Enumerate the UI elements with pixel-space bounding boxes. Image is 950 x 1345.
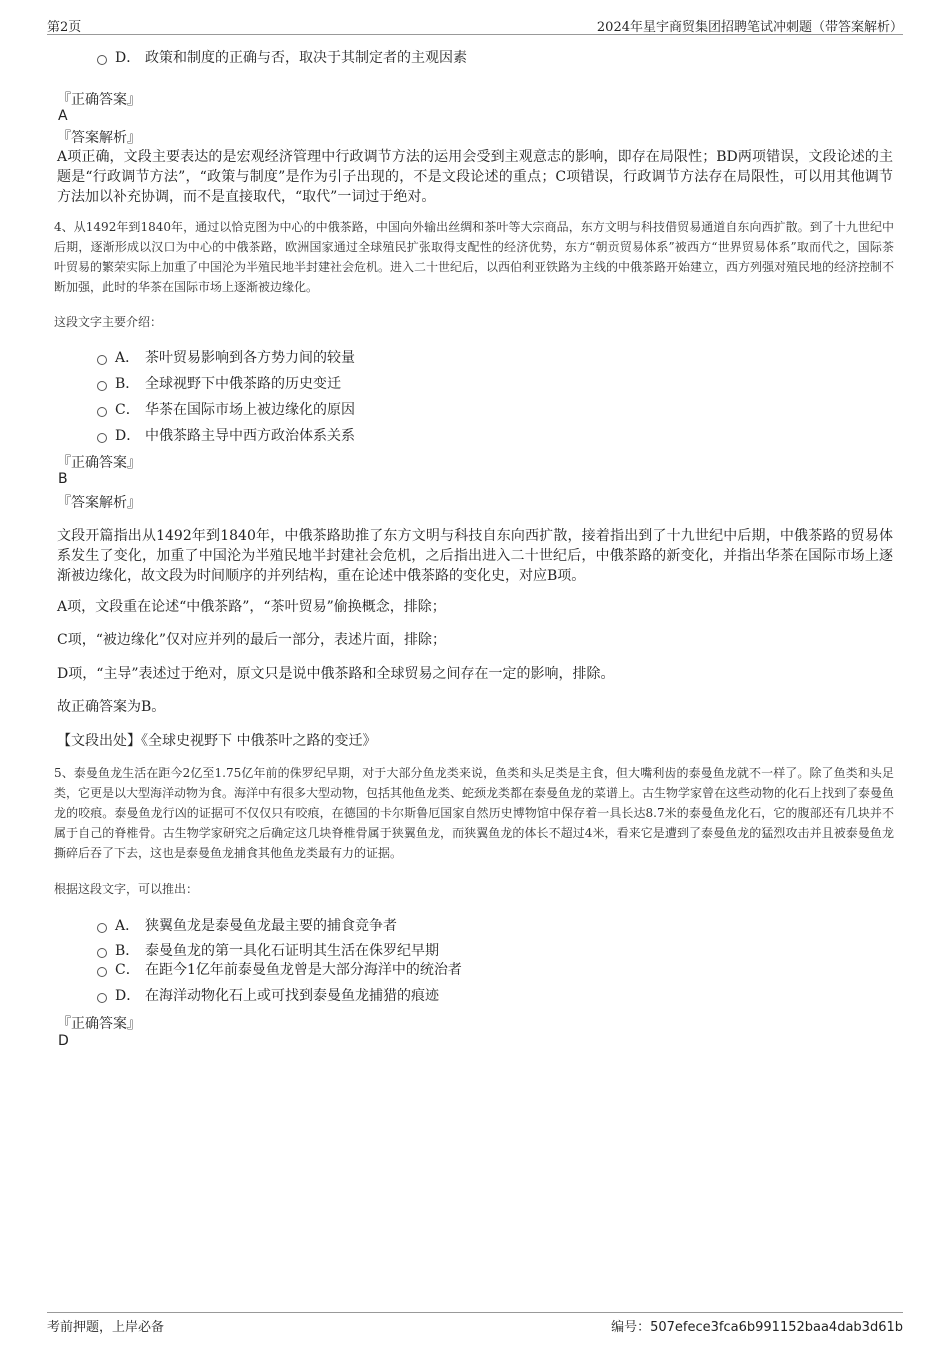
q5-stem: 5、泰曼鱼龙生活在距今2亿至1.75亿年前的侏罗纪早期，对于大部分鱼龙类来说，鱼类和头足类是主食，但大嘴利齿的泰曼鱼龙就不一样了。除了鱼类和头足类，它更是以大型海洋动物为食。海洋中有很多大型动物，包括其他鱼龙类、蛇颈龙类都在泰曼鱼龙的菜谱上。古生物学家曾在这些动物的化石上找到了泰曼鱼龙的咬痕。泰曼鱼龙行凶的证据可不仅仅只有咬痕，在德国的卡尔斯鲁厄国家自然历史博物馆中保存着一具长达8.7米的泰曼鱼龙化石，它的腹部还有几块并不属于自己的脊椎骨。古生物学家研究之后确定这几块脊椎骨属于狭翼鱼龙，而狭翼鱼龙的体长不超过4米，看来它是遭到了泰曼鱼龙的猛烈攻击并且被泰曼鱼龙撕碎后吞了下去，这也是泰曼鱼龙捕食其他鱼龙类最有力的证据。 xyxy=(54,766,895,860)
correct-answer-label: 『正确答案』 xyxy=(57,92,141,108)
q3-answer: A xyxy=(58,108,68,124)
document-code: 编号：507efece3fca6b991152baa4dab3d61b xyxy=(611,1320,903,1335)
q4-option-c[interactable]: C． 华茶在国际市场上被边缘化的原因 xyxy=(97,400,355,420)
q4-analysis-a: A项，文段重在论述“中俄茶路”，“茶叶贸易”偷换概念，排除； xyxy=(57,599,446,615)
radio-icon[interactable] xyxy=(97,993,107,1003)
q5-option-d[interactable]: D． 在海洋动物化石上或可找到泰曼鱼龙捕猎的痕迹 xyxy=(97,986,439,1006)
page-footer xyxy=(47,1312,903,1335)
page-header xyxy=(47,14,903,35)
q4-source: 【文段出处】《全球史视野下 中俄茶叶之路的变迁》 xyxy=(57,733,377,749)
document-title: 2024年星宇商贸集团招聘笔试冲刺题（带答案解析） xyxy=(596,20,903,35)
page-number: 第2页 xyxy=(47,20,82,35)
radio-icon[interactable] xyxy=(97,381,107,391)
q4-option-b[interactable]: B． 全球视野下中俄茶路的历史变迁 xyxy=(97,374,341,394)
radio-icon[interactable] xyxy=(97,433,107,443)
q4-prompt: 这段文字主要介绍： xyxy=(54,315,163,329)
analysis-label: 『答案解析』 xyxy=(57,495,141,511)
q5-answer: D xyxy=(58,1033,69,1049)
q5-prompt: 根据这段文字，可以推出： xyxy=(54,882,199,896)
q4-answer: B xyxy=(58,471,68,487)
correct-answer-label: 『正确答案』 xyxy=(57,1016,141,1032)
q4-stem: 4、从1492年到1840年，通过以恰克图为中心的中俄茶路，中国向外输出丝绸和茶叶等大宗商品，东方文明与科技借贸易通道自东向西扩散。到了十九世纪中后期，逐渐形成以汉口为中心的中俄茶路，欧洲国家通过全球殖民扩张取得支配性的经济优势，东方“朝贡贸易体系”被西方“世界贸易体系”取而代之，国际茶叶贸易的繁荣实际上加重了中国沦为半殖民地半封建社会危机。进入二十世纪后，以西伯利亚铁路为主线的中俄茶路开始建立，西方列强对殖民地的经济控制不断加强，此时的华茶在国际市场上逐渐被边缘化。 xyxy=(54,220,895,294)
footer-note: 考前押题，上岸必备 xyxy=(47,1320,165,1335)
q3-option-d[interactable]: D． 政策和制度的正确与否，取决于其制定者的主观因素 xyxy=(97,48,467,68)
q4-analysis-summary: 文段开篇指出从1492年到1840年，中俄茶路助推了东方文明与科技自东向西扩散，接着指出到了十九世纪中后期，中俄茶路的贸易体系发生了变化，加重了中国沦为半殖民地半封建社会危机，之后指出进入二十世纪后，中俄茶路的新变化，并指出华茶在国际市场上逐渐被边缘化，故文段为时间顺序的并列结构，重在论述中俄茶路的变化史，对应B项。 xyxy=(57,528,893,584)
radio-icon[interactable] xyxy=(97,55,107,65)
radio-icon[interactable] xyxy=(97,407,107,417)
analysis-label: 『答案解析』 xyxy=(57,130,141,146)
q5-option-a[interactable]: A． 狭翼鱼龙是泰曼鱼龙最主要的捕食竞争者 xyxy=(97,916,397,936)
q5-option-c[interactable]: C． 在距今1亿年前泰曼鱼龙曾是大部分海洋中的统治者 xyxy=(97,960,462,980)
correct-answer-label: 『正确答案』 xyxy=(57,455,141,471)
radio-icon[interactable] xyxy=(97,355,107,365)
q5-option-b[interactable]: B． 泰曼鱼龙的第一具化石证明其生活在侏罗纪早期 xyxy=(97,941,439,961)
q4-option-d[interactable]: D． 中俄茶路主导中西方政治体系关系 xyxy=(97,426,355,446)
radio-icon[interactable] xyxy=(97,948,107,958)
q4-option-a[interactable]: A． 茶叶贸易影响到各方势力间的较量 xyxy=(97,348,355,368)
q4-analysis-c: C项，“被边缘化”仅对应并列的最后一部分，表述片面，排除； xyxy=(57,632,447,648)
q4-conclusion: 故正确答案为B。 xyxy=(57,699,166,715)
radio-icon[interactable] xyxy=(97,967,107,977)
q4-analysis-d: D项，“主导”表述过于绝对，原文只是说中俄茶路和全球贸易之间存在一定的影响，排除。 xyxy=(57,666,615,682)
q3-analysis: A项正确，文段主要表达的是宏观经济管理中行政调节方法的运用会受到主观意志的影响，即存在局限性；BD两项错误，文段论述的主题是“行政调节方法”，“政策与制度”是作为引子出现的，不是文段论述的重点；C项错误，行政调节方法存在局限性，可以用其他调节方法加以补充协调，而不是直接取代，“取代”一词过于绝对。 xyxy=(57,149,893,205)
radio-icon[interactable] xyxy=(97,923,107,933)
